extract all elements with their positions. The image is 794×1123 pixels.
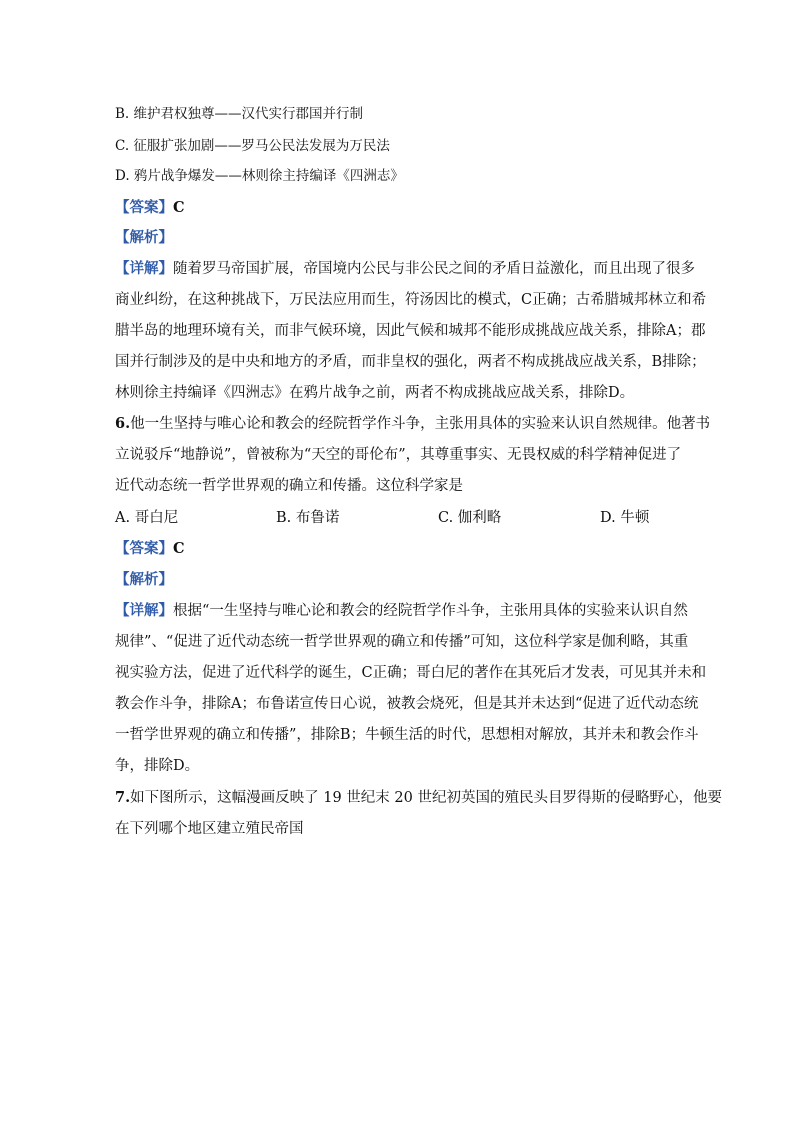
stem-text: 他一生坚持与唯心论和教会的经院哲学作斗争，主张用具体的实验来认识自然规律。他著书 <box>130 416 711 432</box>
q6-answer-row <box>115 539 685 559</box>
q6-detail-line-1 <box>115 601 688 621</box>
q7-stem-line-2: 在下列哪个地区建立殖民帝国 <box>115 821 304 837</box>
detail-label: 【详解】 <box>115 260 173 277</box>
q6-detail-line-6: 争，排除D。 <box>115 758 200 774</box>
q6-option-c: C. 伽利略 <box>438 510 502 526</box>
q5-detail-line-4: 国并行制涉及的是中央和地方的矛盾，而非皇权的强化，两者不构成挑战应战关系，B排除； <box>115 354 706 370</box>
q6-detail-line-3: 视实验方法，促进了近代科学的诞生，C正确；哥白尼的著作在其死后才发表，可见其并未和 <box>115 665 707 681</box>
answer-label: 【答案】 <box>115 540 173 557</box>
q6-stem-line-2: 立说驳斥“地静说”，曾被称为“天空的哥伦布”，其尊重事实、无畏权威的科学精神促进了 <box>115 447 682 463</box>
q5-detail-line-5: 林则徐主持编译《四洲志》在鸦片战争之前，两者不构成挑战应战关系，排除D。 <box>115 385 635 401</box>
q6-detail-line-5: 一哲学世界观的确立和传播”，排除B；牛顿生活的时代，思想相对解放，其并未和教会作斗 <box>115 727 699 743</box>
q6-option-a: A. 哥白尼 <box>115 510 179 526</box>
q6-detail-line-2: 规律”、“促进了近代动态统一哲学世界观的确立和传播”可知，这位科学家是伽利略，其重 <box>115 634 689 650</box>
q6-analysis-label <box>115 570 685 590</box>
option-c-prev: C. 征服扩张加剧——罗马公民法发展为万民法 <box>115 138 390 154</box>
question-number: 6. <box>115 415 131 432</box>
q5-detail-line-2: 商业纠纷，在这种挑战下，万民法应用而生，符汤因比的模式，C正确；古希腊城邦林立和希 <box>115 292 707 308</box>
q6-detail-line-4: 教会作斗争，排除A；布鲁诺宣传日心说，被教会烧死，但是其并未达到“促进了近代动态统 <box>115 696 699 712</box>
detail-text: 根据“一生坚持与唯心论和教会的经院哲学作斗争，主张用具体的实验来认识自然 <box>173 603 688 619</box>
analysis-label: 【解析】 <box>115 571 173 588</box>
detail-label: 【详解】 <box>115 602 173 619</box>
q6-option-b: B. 布鲁诺 <box>276 510 340 526</box>
q6-option-d: D. 牛顿 <box>600 510 650 526</box>
answer-value: C <box>173 540 185 557</box>
answer-value: C <box>173 199 185 216</box>
q6-stem-line-1 <box>115 414 711 434</box>
q5-detail-line-3: 腊半岛的地理环境有关，而非气候环境，因此气候和城邦不能形成挑战应战关系，排除A；郡 <box>115 323 706 339</box>
q5-detail-line-1 <box>115 259 695 279</box>
stem-text: 如下图所示，这幅漫画反映了 19 世纪末 20 世纪初英国的殖民头目罗得斯的侵略野心，他要 <box>130 790 722 806</box>
q5-analysis-label <box>115 228 685 248</box>
question-number: 7. <box>115 789 131 806</box>
q5-answer-row <box>115 198 685 218</box>
analysis-label: 【解析】 <box>115 229 173 246</box>
option-b-prev: B. 维护君权独尊——汉代实行郡国并行制 <box>115 106 364 122</box>
detail-text: 随着罗马帝国扩展，帝国境内公民与非公民之间的矛盾日益激化，而且出现了很多 <box>173 261 695 277</box>
q6-stem-line-3: 近代动态统一哲学世界观的确立和传播。这位科学家是 <box>115 478 463 494</box>
option-d-prev: D. 鸦片战争爆发——林则徐主持编译《四洲志》 <box>115 168 404 184</box>
answer-label: 【答案】 <box>115 199 173 216</box>
q7-stem-line-1 <box>115 788 722 808</box>
